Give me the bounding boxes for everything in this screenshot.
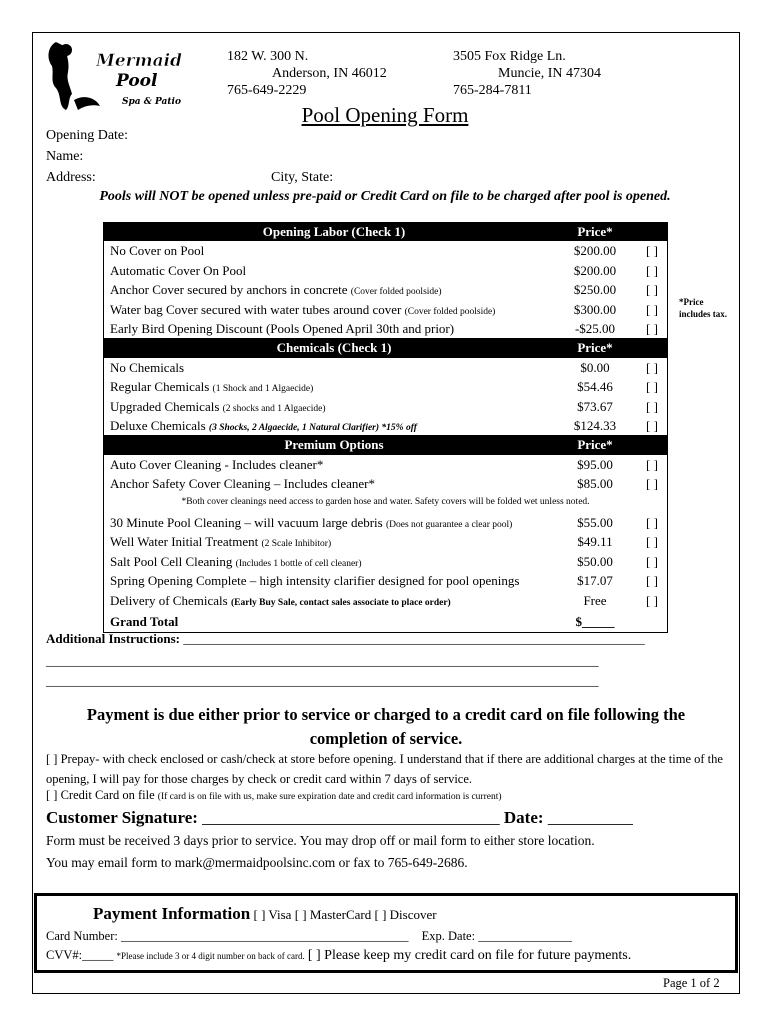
city-state-field[interactable]: City, State: [271,170,334,185]
item-price: $300.00 [573,301,617,317]
item-checkbox[interactable]: [ ] [646,553,658,569]
item-note: (1 Shock and 1 Algaecide) [212,384,314,395]
item-note: (Early Buy Sale, contact sales associate to place order) [230,598,451,609]
item-price: $250.00 [573,282,617,298]
item-price: -$25.00 [574,320,616,336]
item-desc: Upgraded Chemicals (2 shocks and 1 Algaecide) [110,398,326,414]
item-desc: Auto Cover Cleaning - Includes cleaner* [110,456,324,472]
item-price: $0.00 [580,359,610,375]
item-note: (Cover folded poolside) [350,287,442,298]
item-checkbox[interactable]: [ ] [646,573,658,589]
cvv-row [46,948,631,964]
item-checkbox[interactable]: [ ] [646,320,658,336]
item-checkbox[interactable]: [ ] [646,417,658,433]
item-checkbox[interactable]: [ ] [646,379,658,395]
item-desc: Spring Opening Complete – high intensity clarifier designed for pool openings [110,573,520,589]
item-desc: Anchor Safety Cover Cleaning – Includes cleaner* [110,476,375,492]
card-number-row [46,929,572,944]
table-row [104,552,667,571]
payment-information-box [34,893,738,973]
keep-card-checkbox[interactable]: [ ] Please keep my credit card on file for future payments. [307,948,632,963]
address-field[interactable]: Address: [46,170,96,185]
price-header: Price* [577,340,613,356]
credit-card-note: (If card is on file with us, make sure expiration date and credit card information is current) [157,792,502,802]
table-row [104,416,667,435]
store-city: Muncie, IN 47304 [498,66,602,81]
table-row [104,474,667,493]
item-price: $54.46 [577,379,613,395]
item-checkbox[interactable]: [ ] [646,359,658,375]
store-street: 3505 Fox Ridge Ln. [453,49,566,64]
svg-text:Pool: Pool [116,71,158,91]
table-row [104,397,667,416]
cvv-note: *Please include 3 or 4 digit number on back of card. [116,951,305,961]
item-desc: Well Water Initial Treatment (2 Scale Inhibitor) [110,534,332,550]
item-price: $200.00 [573,243,617,259]
item-desc: Deluxe Chemicals (3 Shocks, 2 Algaecide, 1 Natural Clarifier) *15% off [110,417,417,433]
grand-total-row [104,612,667,631]
table-row [104,513,667,532]
item-desc: Anchor Cover secured by anchors in concrete (Cover folded poolside) [110,282,442,298]
item-checkbox[interactable]: [ ] [646,243,658,259]
item-desc: No Chemicals [110,359,185,375]
section-title: Chemicals (Check 1) [276,340,392,356]
cleaning-note: *Both cover cleanings need access to garden hose and water. Safety covers will be folded wet unless noted. [181,497,590,508]
opening-date-field[interactable]: Opening Date: [46,128,129,143]
table-row [104,455,667,474]
item-price: $55.00 [577,514,613,530]
table-row [104,532,667,551]
store-muncie [453,48,601,99]
discover-checkbox[interactable]: [ ] Discover [374,907,437,922]
item-desc: 30 Minute Pool Cleaning – will vacuum large debris (Does not guarantee a clear pool) [110,514,513,530]
mermaid-pool-logo [44,36,184,114]
exp-date-field[interactable]: Exp. Date: _______________ [421,929,572,943]
customer-signature-line[interactable]: Customer Signature: ___________________________________ Date: __________ [46,808,633,827]
item-note: (2 Scale Inhibitor) [261,539,332,550]
table-row [104,280,667,299]
section-header [104,435,667,454]
table-row [104,571,667,590]
price-header: Price* [577,437,613,453]
item-desc: Water bag Cover secured with water tubes around cover (Cover folded poolside) [110,301,496,317]
section-title: Opening Labor (Check 1) [262,224,406,239]
item-note: (3 Shocks, 2 Algaecide, 1 Natural Clarifier) *15% off [208,422,417,433]
item-note: (Does not guarantee a clear pool) [385,519,513,530]
item-price: Free [583,593,607,609]
page-number: Page 1 of 2 [663,976,720,990]
store-city: Anderson, IN 46012 [272,66,387,81]
payment-due-title: Payment is due either prior to service or charged to a credit card on file following the completion of service. [86,705,686,748]
grand-total-value[interactable]: $_____ [575,614,615,630]
item-price: $73.67 [577,398,613,414]
table-row [104,319,667,338]
section-header [104,222,667,241]
table-row [104,300,667,319]
item-note: (2 shocks and 1 Algaecide) [222,403,326,414]
table-row [104,377,667,396]
item-price: $124.33 [573,417,617,433]
item-price: $85.00 [577,476,613,492]
svg-text:Mermaid: Mermaid [96,51,182,71]
email-fax-info: You may email form to mark@mermaidpoolsinc.com or fax to 765-649-2686. [46,855,468,870]
price-tax-note: *Price includes tax. [679,297,728,319]
item-checkbox[interactable]: [ ] [646,262,658,278]
cvv-field[interactable]: CVV#:_____ [46,948,114,962]
credit-card-option[interactable]: [ ] Credit Card on file (If card is on file with us, make sure expiration date and credit card information is current) [46,788,502,802]
store-phone: 765-284-7811 [453,83,532,98]
item-desc: Salt Pool Cell Cleaning (Includes 1 bottle of cell cleaner) [110,553,362,569]
item-checkbox[interactable]: [ ] [646,398,658,414]
table-row [104,261,667,280]
item-note: (Cover folded poolside) [404,306,496,317]
table-row [104,241,667,260]
price-header: Price* [577,224,613,239]
item-desc: No Cover on Pool [110,243,205,259]
item-desc: Early Bird Opening Discount (Pools Opened April 30th and prior) [110,320,455,336]
service-price-table [103,222,668,633]
item-checkbox[interactable]: [ ] [646,476,658,492]
payment-info-title: Payment Information [ ] Visa [ ] MasterCard [ ] Discover [93,904,437,923]
form-deadline-info: Form must be received 3 days prior to service. You may drop off or mail form to either store location. [46,833,595,848]
table-row [104,590,667,612]
item-checkbox[interactable]: [ ] [646,301,658,317]
store-anderson [227,48,387,99]
item-checkbox[interactable]: [ ] [646,534,658,550]
table-row [104,358,667,377]
section-header [104,338,667,357]
item-price: $49.11 [577,534,613,550]
prepaid-notice: Pools will NOT be opened unless pre-paid or Credit Card on file to be charged after pool is opened. [99,189,671,204]
store-phone: 765-649-2229 [227,83,307,98]
form-title: Pool Opening Form [301,103,469,127]
mastercard-checkbox[interactable]: [ ] MasterCard [294,907,372,922]
item-checkbox[interactable]: [ ] [646,593,658,609]
visa-checkbox[interactable]: [ ] Visa [253,907,292,922]
additional-line[interactable]: _____________________________________________________________________________________ [46,653,599,668]
card-number-field[interactable]: Card Number: ______________________________________________ [46,929,409,943]
store-street: 182 W. 300 N. [227,49,309,64]
prepay-option[interactable]: [ ] Prepay- with check enclosed or cash/check at store before opening. I understand that if there are additional charges at the time of the opening, I will pay for those charges by check or credit card within 7 days of service. [46,752,723,786]
item-price: $17.07 [577,573,613,589]
item-desc: Automatic Cover On Pool [110,262,247,278]
name-field[interactable]: Name: [46,149,84,164]
grand-total-label: Grand Total [110,614,179,630]
additional-label: Additional Instructions: [46,631,180,646]
item-checkbox[interactable]: [ ] [646,456,658,472]
section-title: Premium Options [284,437,384,453]
item-note: (Includes 1 bottle of cell cleaner) [235,558,362,569]
item-price: $50.00 [577,553,613,569]
item-desc: Regular Chemicals (1 Shock and 1 Algaecide) [110,379,314,395]
item-checkbox[interactable]: [ ] [646,282,658,298]
svg-text:Spa & Patio: Spa & Patio [122,97,181,107]
item-checkbox[interactable]: [ ] [646,514,658,530]
additional-line[interactable]: _____________________________________________________________________________________ [46,673,599,688]
additional-instructions[interactable]: Additional Instructions: _______________________________________________________________________ [46,631,645,646]
item-desc: Delivery of Chemicals (Early Buy Sale, contact sales associate to place order) [110,593,451,609]
item-price: $200.00 [573,262,617,278]
item-price: $95.00 [577,456,613,472]
